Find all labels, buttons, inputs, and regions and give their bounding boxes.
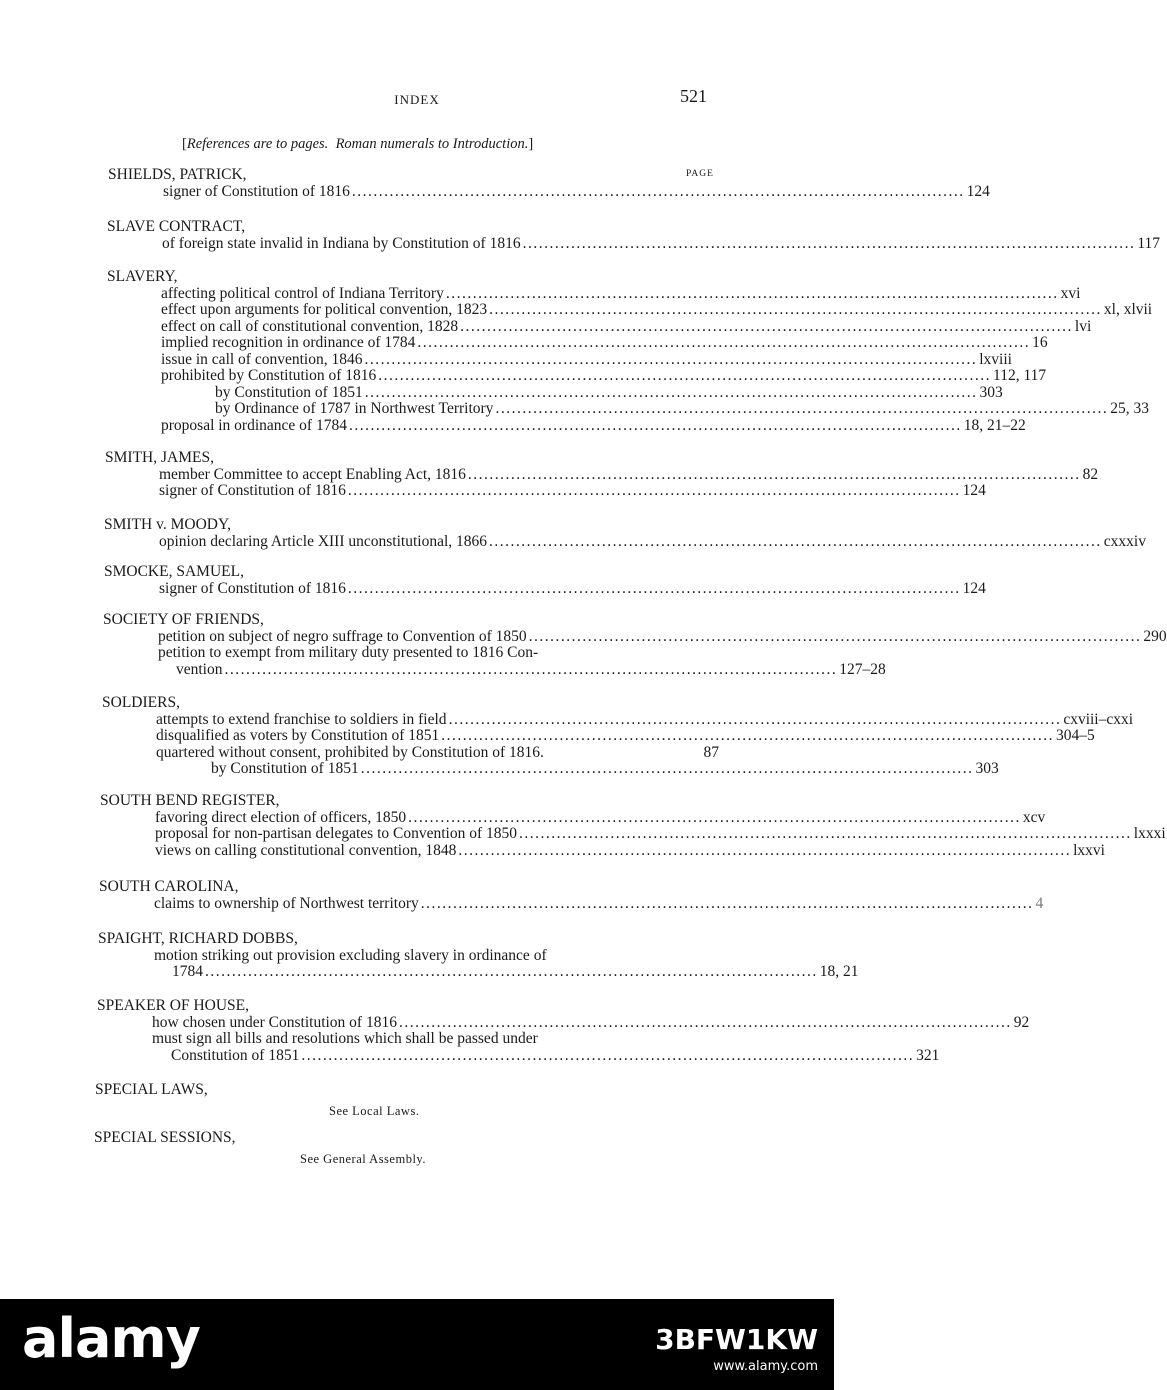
page-ref: 124 — [962, 482, 986, 499]
entry-line: opinion declaring Article XIII unconstitutional, 1866 .................................................................................................................. cxxxiv — [159, 532, 1146, 550]
running-title: INDEX — [394, 92, 440, 107]
entry-line: by Ordinance of 1787 in Northwest Territory .................................................................................................................. 25, 33 — [215, 400, 1149, 417]
entry-line: implied recognition in ordinance of 1784 .................................................................................................................. 16 — [161, 334, 1048, 351]
entry-line: prohibited by Constitution of 1816 .................................................................................................................. 112, 117 — [161, 367, 1047, 384]
entry-line: petition to exempt from military duty presented to 1816 Con- — [158, 644, 539, 661]
dot-leader: .................................................................................................................. — [420, 894, 1034, 912]
index-entry-slave-contract — [107, 218, 1161, 252]
page-ref: 16 — [1032, 334, 1048, 351]
dot-leader: .................................................................................................................. — [489, 301, 1102, 318]
index-entry-society-of-friends — [103, 611, 1167, 678]
entry-line: by Constitution of 1851 .................................................................................................................. 303 — [215, 383, 1003, 401]
entry-line: views on calling constitutional convention, 1848 .................................................................................................................. lxxvi — [155, 841, 1105, 859]
entry-heading: SLAVE CONTRACT, — [107, 218, 246, 235]
page-ref: lxxvi — [1073, 841, 1105, 859]
dot-leader: .................................................................................................................. — [351, 182, 965, 200]
page-ref: cxviii–cxxi — [1063, 710, 1134, 728]
entry-line: effect upon arguments for political convention, 1823 .................................................................................................................. xl, xlvii — [161, 301, 1153, 318]
entry-heading: SMITH v. MOODY, — [104, 516, 232, 533]
site-url: www.alamy.com — [713, 1359, 818, 1374]
index-entry-slavery — [107, 268, 1153, 434]
page-number: 521 — [680, 86, 707, 106]
entry-line: effect on call of constitutional convention, 1828 .................................................................................................................. lvi — [161, 317, 1092, 335]
entry-heading: SLAVERY, — [107, 268, 178, 285]
page-ref: xcv — [1022, 808, 1046, 826]
entry-line: signer of Constitution of 1816 .................................................................................................................. 124 — [163, 182, 990, 200]
page-ref: lxviii — [979, 350, 1012, 368]
entry-heading: SPECIAL SESSIONS, — [94, 1129, 236, 1146]
entry-line: 1784 .................................................................................................................. 18, 21 — [172, 963, 859, 980]
entry-heading: SMITH, JAMES, — [105, 449, 214, 466]
dot-leader: .................................................................................................................. — [348, 416, 962, 434]
page-ref: 87 — [703, 743, 719, 761]
see-reference: See General Assembly. — [300, 1151, 426, 1166]
index-entry-south-carolina — [99, 878, 1044, 912]
dot-leader: .................................................................................................................. — [489, 532, 1102, 550]
entry-line: favoring direct election of officers, 1850 .................................................................................................................. xcv — [155, 808, 1046, 826]
dot-leader: .................................................................................................................. — [448, 710, 1062, 728]
page-ref: 4 — [1035, 894, 1044, 912]
image-id: 3BFW1KW — [655, 1323, 818, 1356]
entry-line: signer of Constitution of 1816 .................................................................................................................. 124 — [159, 579, 986, 597]
index-entry-south-bend-register — [100, 792, 1166, 859]
entry-heading: SPEAKER OF HOUSE, — [97, 997, 250, 1014]
entry-heading: SOLDIERS, — [102, 694, 180, 711]
dot-leader: .................................................................................................................. — [522, 234, 1136, 252]
entry-heading: SOCIETY OF FRIENDS, — [103, 611, 264, 628]
dot-leader: .................................................................................................................. — [301, 1046, 915, 1064]
entry-line: affecting political control of Indiana Territory .................................................................................................................. xvi — [161, 284, 1081, 302]
entry-line: by Constitution of 1851 .................................................................................................................. 303 — [211, 760, 999, 777]
watermark-footer — [0, 1299, 834, 1390]
index-entry-smith-v-moody — [104, 516, 1146, 550]
entry-line: motion striking out provision excluding slavery in ordinance of — [154, 946, 547, 964]
entry-line: quartered without consent, prohibited by Constitution of 1816. 87 — [156, 743, 719, 761]
dot-leader: .................................................................................................................. — [519, 825, 1132, 842]
page-ref: 82 — [1082, 465, 1099, 483]
entry-line: how chosen under Constitution of 1816 .................................................................................................................. 92 — [152, 1013, 1030, 1031]
dot-leader: .................................................................................................................. — [347, 482, 961, 499]
dot-leader: .................................................................................................................. — [528, 627, 1142, 645]
entry-line: signer of Constitution of 1816 .................................................................................................................. 124 — [159, 482, 986, 499]
dot-leader: .................................................................................................................. — [378, 367, 992, 384]
dot-leader: .................................................................................................................. — [417, 334, 1031, 351]
dot-leader: .................................................................................................................. — [441, 727, 1055, 744]
page-ref: 303 — [979, 383, 1003, 401]
page-ref: cxxxiv — [1103, 532, 1146, 550]
entry-line: member Committee to accept Enabling Act, 1816 .................................................................................................................. 82 — [159, 465, 1099, 483]
reference-note: [References are to pages. Roman numerals to Introduction.] — [182, 136, 534, 152]
entry-heading: SHIELDS, PATRICK, — [108, 166, 247, 183]
entry-heading: SOUTH CAROLINA, — [99, 878, 239, 895]
page-column-label: PAGE — [686, 169, 714, 179]
entry-line: issue in call of convention, 1846 .................................................................................................................. lxviii — [161, 350, 1012, 368]
dot-leader: .................................................................................................................. — [445, 284, 1059, 302]
entry-heading: SPECIAL LAWS, — [95, 1081, 208, 1098]
page-ref: 18, 21–22 — [963, 416, 1026, 434]
see-reference: See Local Laws. — [329, 1103, 420, 1118]
index-entry-special-sessions — [94, 1130, 714, 1167]
dot-leader: .................................................................................................................. — [460, 317, 1073, 335]
index-entry-speaker-of-house — [97, 997, 1030, 1064]
reference-note-part1: References are to pages. — [186, 136, 329, 152]
page-ref: 124 — [966, 182, 990, 200]
index-entry-soldiers — [102, 694, 1134, 778]
index-entry-spaight-richard-dobbs — [98, 930, 859, 981]
entry-heading: SOUTH BEND REGISTER, — [100, 792, 280, 809]
reference-note-part2: Roman numerals to Introduction. — [335, 136, 529, 152]
entry-line: vention .................................................................................................................. 127–28 — [176, 660, 886, 678]
page-ref: 112, 117 — [993, 367, 1047, 384]
page-ref: xl, xlvii — [1103, 301, 1153, 318]
page-ref: 92 — [1013, 1013, 1030, 1031]
page-ref: 124 — [962, 579, 986, 597]
dot-leader: .................................................................................................................. — [364, 383, 978, 401]
entry-heading: SPAIGHT, RICHARD DOBBS, — [98, 930, 298, 947]
page-ref: 18, 21 — [819, 963, 859, 980]
page-ref: 117 — [1137, 234, 1161, 252]
entry-line: disqualified as voters by Constitution of 1851 .................................................................................................................. 304–5 — [156, 727, 1095, 744]
index-entry-special-laws — [95, 1082, 715, 1119]
page-ref: lvi — [1074, 317, 1092, 335]
entry-line: proposal for non-partisan delegates to Convention of 1850 .................................................................................................................. lxxxi — [155, 825, 1166, 842]
entry-heading: SMOCKE, SAMUEL, — [104, 563, 244, 580]
index-entry-shields-patrick — [108, 166, 990, 200]
entry-line: proposal in ordinance of 1784 .................................................................................................................. 18, 21–22 — [161, 416, 1026, 434]
entry-line: Constitution of 1851 .................................................................................................................. 321 — [171, 1046, 940, 1064]
entry-line: of foreign state invalid in Indiana by Constitution of 1816 .................................................................................................................. 117 — [162, 234, 1161, 252]
entry-line: claims to ownership of Northwest territory .................................................................................................................. 4 — [154, 894, 1044, 912]
page-ref: 303 — [975, 760, 999, 777]
dot-leader: .................................................................................................................. — [364, 350, 978, 368]
page-ref: 290 — [1143, 627, 1167, 645]
dot-leader: .................................................................................................................. — [347, 579, 961, 597]
dot-leader: .................................................................................................................. — [360, 760, 974, 777]
dot-leader: .................................................................................................................. — [458, 841, 1072, 859]
index-entry-smocke-samuel — [104, 563, 986, 597]
entry-line: petition on subject of negro suffrage to Convention of 1850 .................................................................................................................. 290 — [158, 627, 1167, 645]
dot-leader: .................................................................................................................. — [224, 660, 838, 678]
index-entry-smith-james — [105, 449, 1099, 500]
dot-leader: .................................................................................................................. — [467, 465, 1081, 483]
dot-leader: .................................................................................................................. — [495, 400, 1109, 417]
entry-line: attempts to extend franchise to soldiers in field .................................................................................................................. cxviii–cxxi — [156, 710, 1134, 728]
dot-leader: .................................................................................................................. — [408, 808, 1021, 826]
brand-logo: alamy — [22, 1307, 200, 1370]
page-ref: 127–28 — [839, 660, 886, 678]
dot-leader: .................................................................................................................. — [205, 963, 818, 980]
page-ref: 25, 33 — [1110, 400, 1149, 417]
page-ref: 304–5 — [1056, 727, 1095, 744]
page-ref: xvi — [1060, 284, 1081, 302]
page-ref: lxxxi — [1133, 825, 1166, 842]
page-ref: 321 — [916, 1046, 940, 1064]
entry-line: must sign all bills and resolutions which shall be passed under — [152, 1030, 538, 1047]
dot-leader: .................................................................................................................. — [398, 1013, 1012, 1031]
